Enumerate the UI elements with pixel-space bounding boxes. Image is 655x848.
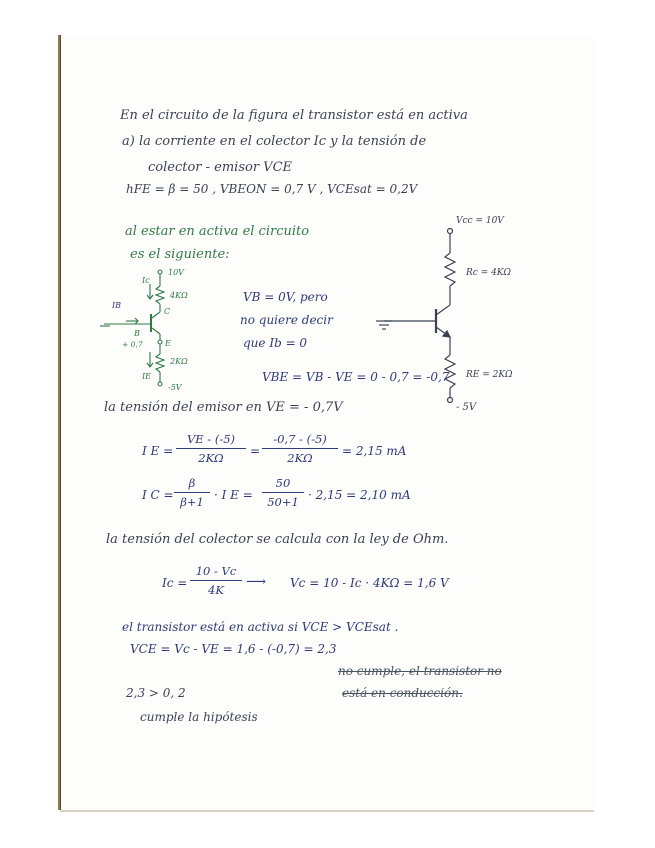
note-vb: VB = 0V, pero xyxy=(243,290,328,304)
collector-text: la tensión del colector se calcula con la ley de Ohm. xyxy=(106,532,449,547)
comparison: 2,3 > 0, 2 xyxy=(126,686,186,700)
ic-middle: · I E = xyxy=(214,488,253,502)
ic-result: · 2,15 = 2,10 mA xyxy=(308,488,411,502)
sketch-vbe-label: + 0,7 xyxy=(122,340,143,349)
sketch-ie-label: IE xyxy=(142,372,151,381)
ic-lhs: I C = xyxy=(142,488,174,502)
sketch-re xyxy=(156,354,164,372)
ic-fraction-1-numerator: β xyxy=(174,476,210,493)
vc-fraction-denominator: 4K xyxy=(208,583,224,597)
vcc-terminal xyxy=(448,229,453,234)
struck-note-2: está en conducción. xyxy=(342,686,463,700)
statement-line-1: En el circuito de la figura el transistor está en activa xyxy=(120,108,468,123)
ie-fraction-2-denominator: 2KΩ xyxy=(287,451,313,465)
vee-terminal xyxy=(448,398,453,403)
ie-fraction-1-denominator: 2KΩ xyxy=(198,451,224,465)
note-ib-zero: que Ib = 0 xyxy=(243,336,308,350)
sketch-bottom-label: -5V xyxy=(168,383,182,392)
ie-fraction-2-numerator: -0,7 - (-5) xyxy=(262,432,338,449)
ie-fraction-2 xyxy=(262,432,338,465)
ie-fraction-1-numerator: VE - (-5) xyxy=(176,432,246,449)
vee-label: - 5V xyxy=(456,402,477,413)
sketch-ib-label: IB xyxy=(112,301,122,310)
vce-equation: VCE = Vc - VE = 1,6 - (-0,7) = 2,3 xyxy=(130,642,337,656)
ic-fraction-1-denominator: β+1 xyxy=(180,495,204,509)
ie-result: = 2,15 mA xyxy=(342,444,407,458)
vc-fraction-numerator: 10 - Vc xyxy=(190,564,242,581)
sketch-c-label: C xyxy=(164,307,171,316)
vc-lhs: Ic = xyxy=(162,576,188,590)
emitter-voltage-text: la tensión del emisor en VE = - 0,7V xyxy=(104,400,343,415)
sketch-b-label: B xyxy=(134,329,140,338)
rc-resistor xyxy=(445,253,455,286)
vc-fraction xyxy=(190,564,242,597)
sketch-ic-label: Ic xyxy=(142,276,150,285)
vc-result: Vc = 10 - Ic · 4KΩ = 1,6 V xyxy=(290,576,449,590)
sketch-circuit-diagram xyxy=(98,262,238,397)
sketch-rc xyxy=(156,286,164,304)
ie-lhs: I E = xyxy=(142,444,174,458)
note-vbe-equation: VBE = VB - VE = 0 - 0,7 = -0,7 xyxy=(262,370,450,384)
intro-line-2: es el siguiente: xyxy=(130,247,230,262)
ic-fraction-1 xyxy=(174,476,210,509)
statement-line-3: colector - emisor VCE xyxy=(148,160,293,175)
vcc-label: Vcc = 10V xyxy=(456,216,504,226)
ic-fraction-2-denominator: 50+1 xyxy=(267,495,299,509)
ic-fraction-2-numerator: 50 xyxy=(262,476,304,493)
re-label: RE = 2KΩ xyxy=(466,370,513,380)
statement-params: hFE = β = 50 , VBEON = 0,7 V , VCEsat = 0,2V xyxy=(126,182,418,196)
conclusion: cumple la hipótesis xyxy=(140,710,258,724)
note-not-mean: no quiere decir xyxy=(240,313,333,327)
ie-fraction-1 xyxy=(176,432,246,465)
sketch-e-label: E xyxy=(165,339,171,348)
sketch-top-label: 10V xyxy=(168,268,184,277)
rc-label: Rc = 4KΩ xyxy=(466,268,511,278)
struck-note-1: no cumple, el transistor no xyxy=(338,664,502,678)
active-condition: el transistor está en activa si VCE > VCEsat . xyxy=(122,620,399,634)
vc-arrow: ⟶ xyxy=(246,574,267,590)
sketch-rc-label: 4KΩ xyxy=(170,291,188,300)
statement-line-2: a) la corriente en el colector Ic y la tensión de xyxy=(122,134,427,149)
sketch-re-label: 2KΩ xyxy=(170,357,188,366)
ie-equals: = xyxy=(250,444,261,458)
ic-fraction-2 xyxy=(262,476,304,509)
intro-line-1: al estar en activa el circuito xyxy=(125,224,310,239)
